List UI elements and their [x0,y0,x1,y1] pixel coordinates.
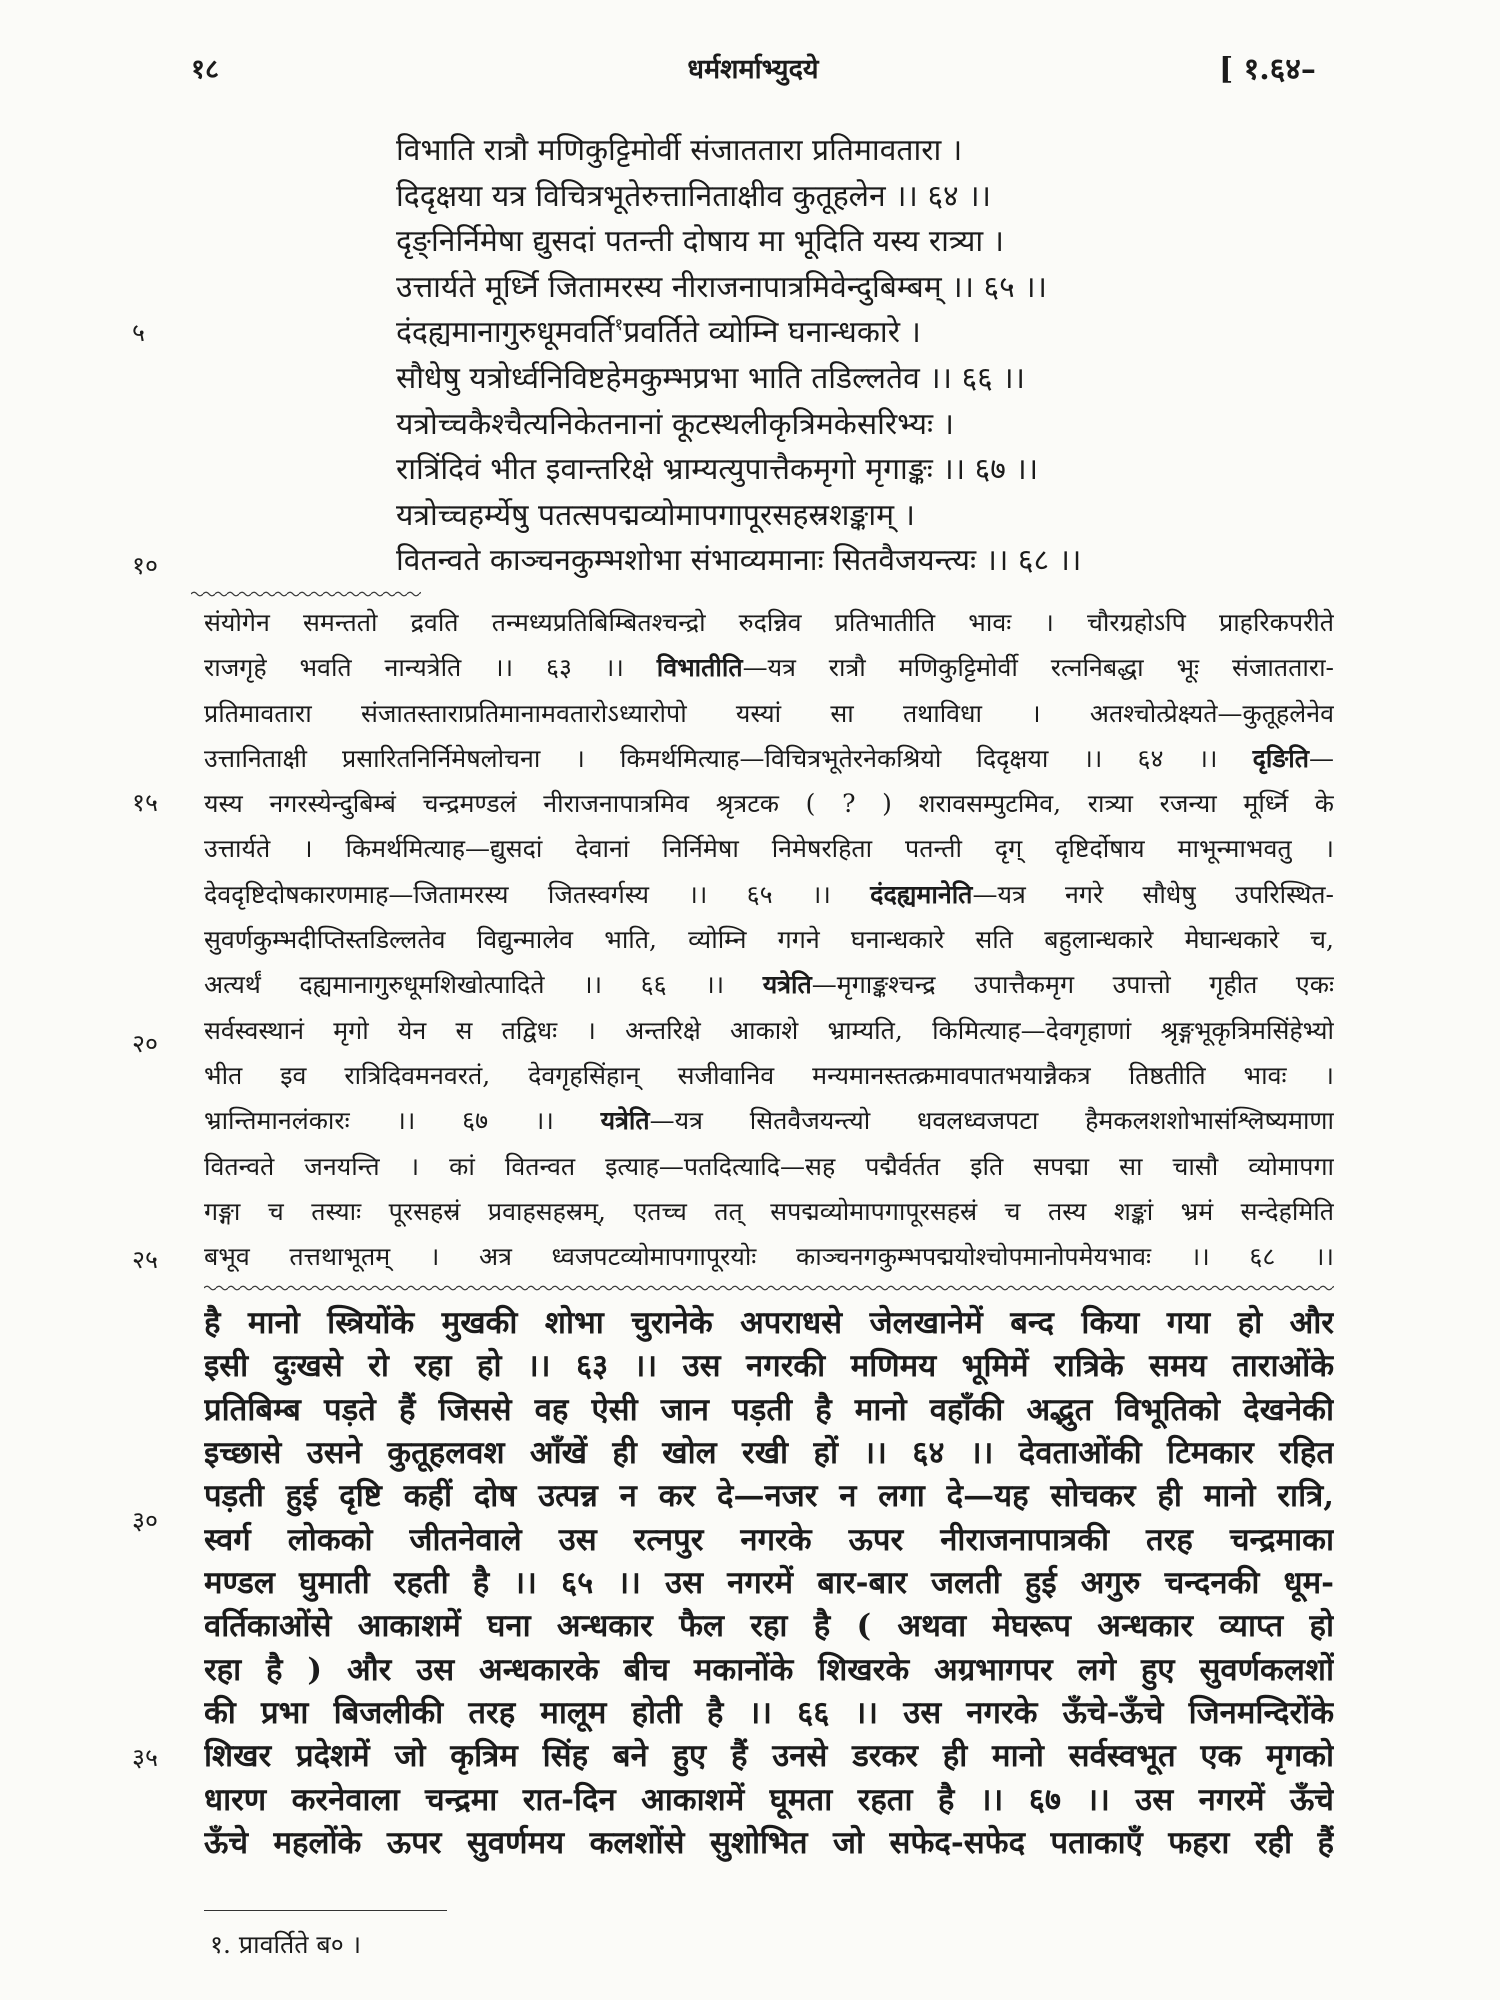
lemma-word: दृङिति [1252,743,1309,773]
commentary-line [204,781,1334,826]
lemma-word: यत्रेति [762,970,812,1000]
margin-line-number-35: ३५ [132,1743,159,1772]
footnote: १. प्रावर्तिते ब० । [210,1930,362,1959]
commentary-line [204,962,1334,1007]
verse-line: सौधेषु यत्रोर्ध्वनिविष्टहेमकुम्भप्रभा भाति तडिल्लतेव ।। ६६ ।। [396,360,1026,396]
translation-line: वर्तिकाओंसे आकाशमें घना अन्धकार फैल रहा है ( अथवा मेघरूप अन्धकार व्याप्त हो [204,1608,1334,1645]
commentary-text: संयोगेन समन्ततो द्रवति तन्मध्यप्रतिबिम्बितश्चन्द्रो रुदन्निव प्रतिभातीति भावः । चौरग्रहोऽपि प्राहरिकपरीते [204,608,1334,637]
commentary-line [204,736,1334,781]
commentary-text: अत्यर्थं दह्यमानागुरुधूमशिखोत्पादिते ।। ६६ ।। [204,970,763,1000]
commentary-line [204,1234,1334,1279]
commentary-text: राजगृहे भवति नान्यत्रेति ।। ६३ ।। [204,653,657,683]
wave-fill [204,1283,1334,1293]
verse-text: दंदह्यमानागुरुधूमवर्ति [396,315,615,351]
commentary-text: देवदृष्टिदोषकारणमाह—जितामरस्य जितस्वर्गस्य ।। ६५ ।। [204,879,871,909]
commentary-line [204,826,1334,871]
translation-line: धारण करनेवाला चन्द्रमा रात-दिन आकाशमें घूमता रहता है ।। ६७ ।। उस नगरमें ऊँचे [204,1781,1334,1818]
wave-fill [191,589,421,599]
commentary-block [204,600,1334,1279]
commentary-line [204,645,1334,690]
commentary-line [204,1098,1334,1143]
commentary-text: उत्तार्यते । किमर्थमित्याह—द्युसदां देवानां निर्निमेषा निमेषरहिता पतन्ती दृग् दृष्टिर्दोषाय माभून्माभवतु । [204,834,1334,864]
translation-line: ऊँचे महलोंके ऊपर सुवर्णमय कलशोंसे सुशोभित जो सफेद-सफेद पताकाएँ फहरा रही हैं [204,1824,1334,1861]
commentary-text: वितन्वते जनयन्ति । कां वितन्वत इत्याह—पतदित्यादि—सह पद्मैर्वर्तत इति सपद्मा सा चासौ व्योमापगा [204,1151,1334,1181]
verse-line: विभाति रात्रौ मणिकुट्टिमोर्वी संजाततारा प्रतिमावतारा । [396,133,963,168]
verse-line: यत्रोच्चकैश्चैत्यनिकेतनानां कूटस्थलीकृत्रिमकेसरिभ्यः । [396,406,954,442]
commentary-text: भीत इव रात्रिदिवमनवरतं, देवगृहसिंहान् सजीवानिव मन्यमानस्तत्क्रमावपातभयान्नैकत्र तिष्ठतीति भावः । [204,1060,1334,1090]
margin-line-number-30: ३० [132,1506,159,1535]
commentary-text: प्रतिमावतारा संजातस्ताराप्रतिमानामवतारोऽध्यारोपो यस्यां सा तथाविधा । अतश्चोत्प्रेक्ष्यते—कुतूहलेनेव [204,698,1334,728]
commentary-text: —यत्र सितवैजयन्त्यो धवलध्वजपटा हैमकलशशोभासंश्लिष्यमाणा [649,1106,1334,1136]
commentary-text: बभूव तत्तथाभूतम् । अत्र ध्वजपटव्योमापगापूरयोः काञ्चनगकुम्भपद्मयोश्चोपमानोपमेयभावः ।। ६८ ।। [204,1242,1334,1272]
commentary-line [204,600,1334,645]
verse-line: उत्तार्यते मूर्ध्नि जितामरस्य नीराजनापात्रमिवेन्दुबिम्बम् ।। ६५ ।। [396,269,1047,305]
lemma-word: यत्रेति [600,1106,650,1136]
commentary-line [204,691,1334,736]
margin-line-number-15: १५ [132,788,159,817]
margin-line-number-10: १० [132,551,159,580]
commentary-line [204,872,1334,917]
translation-line: की प्रभा बिजलीकी तरह मालूम होती है ।। ६६ ।। उस नगरके ऊँचे-ऊँचे जिनमन्दिरोंके [204,1694,1334,1731]
margin-line-number-25: २५ [132,1245,159,1274]
translation-line: रहा है ) और उस अन्धकारके बीच मकानोंके शिखरके अग्रभागपर लगे हुए सुवर्णकलशों [204,1651,1334,1688]
wavy-rule-verses [191,589,421,599]
translation-line: इसी दुःखसे रो रहा हो ।। ६३ ।। उस नगरकी मणिमय भूमिमें रात्रिके समय ताराओंके [204,1348,1334,1385]
commentary-text: सर्वस्वस्थानं मृगो येन स तद्विधः । अन्तरिक्षे आकाशे भ्राम्यति, किमित्याह—देवगृहाणां श्रृङ्गभूकृत्रिमसिंहेभ्यो [204,1015,1334,1045]
running-title: धर्मशर्माभ्युदये [687,54,819,85]
commentary-text: सुवर्णकुम्भदीप्तिस्तडिल्लतेव विद्युन्मालेव भाति, व्योम्नि गगने घनान्धकारे सति बहुलान्धकारे मेघान्धकारे च, [204,925,1334,955]
translation-line: इच्छासे उसने कुतूहलवश आँखें ही खोल रखी हों ।। ६४ ।। देवताओंकी टिमकार रहित [204,1434,1334,1471]
margin-line-number-5: ५ [132,318,146,347]
verse-line: दृङ्निर्निमेषा द्युसदां पतन्ती दोषाय मा भूदिति यस्य रात्र्या । [396,224,1005,260]
commentary-text: —मृगाङ्कश्चन्द्र उपात्तैकमृग उपात्तो गृहीत एकः [811,970,1334,1000]
verse-text: प्रवर्तिते व्योम्नि घनान्धकारे । [623,315,921,351]
commentary-text: — [1309,743,1334,773]
commentary-text: —यत्र रात्रौ मणिकुट्टिमोर्वी रत्ननिबद्धा भूः संजाततारा- [742,653,1334,683]
commentary-text: भ्रान्तिमानलंकारः ।। ६७ ।। [204,1106,601,1136]
commentary-line [204,1008,1334,1053]
commentary-line [204,1144,1334,1189]
commentary-text: उत्तानिताक्षी प्रसारितनिर्निमेषलोचना । किमर्थमित्याह—विचित्रभूतेरनेकश्रियो दिदृक्षया ।। ६४ ।। [204,743,1253,773]
lemma-word: दंदह्यमानेति [870,879,973,909]
verse-block [396,128,1396,584]
translation-line: स्वर्ग लोकको जीतनेवाले उस रत्नपुर नगरके ऊपर नीराजनापात्रकी तरह चन्द्रमाका [204,1521,1334,1558]
lemma-word: विभातीति [656,653,743,683]
commentary-line [204,917,1334,962]
commentary-line [204,1189,1334,1234]
commentary-text: यस्य नगरस्येन्दुबिम्बं चन्द्रमण्डलं नीराजनापात्रमिव श्रृत्रटक ( ? ) शरावसम्पुटमिव, रात्र्या रजन्या मूर्ध्नि के [204,789,1334,819]
translation-line: प्रतिबिम्ब पड़ते हैं जिससे वह ऐसी जान पड़ती है मानो वहाँकी अद्भुत विभूतिको देखनेकी [204,1391,1334,1428]
translation-line: पड़ती हुई दृष्टि कहीं दोष उत्पन्न न कर दे—नजर न लगा दे—यह सोचकर ही मानो रात्रि, [204,1478,1334,1515]
verse-line [396,310,1396,356]
footnote-rule [204,1910,447,1911]
verse-line: रात्रिंदिवं भीत इवान्तरिक्षे भ्राम्यत्युपात्तैकमृगो मृगाङ्कः ।। ६७ ।। [396,452,1039,488]
wavy-rule-commentary [204,1283,1334,1293]
commentary-text: गङ्गा च तस्याः पूरसहस्रं प्रवाहसहस्रम्, एतच्च तत् सपद्मव्योमापगापूरसहस्रं च तस्य शङ्कां भ्रमं सन्देहमिति [204,1196,1334,1226]
footnote-marker: १ [614,315,624,336]
commentary-line [204,1053,1334,1098]
verse-line: दिदृक्षया यत्र विचित्रभूतेरुत्तानिताक्षीव कुतूहलेन ।। ६४ ।। [396,178,991,214]
translation-block [204,1302,1334,1865]
verse-line: यत्रोच्चहर्म्येषु पतत्सपद्मव्योमापगापूरसहस्रशङ्काम् । [396,497,916,533]
translation-line: शिखर प्रदेशमें जो कृत्रिम सिंह बने हुए हैं उनसे डरकर ही मानो सर्वस्वभूत एक मृगको [204,1738,1334,1775]
margin-line-number-20: २० [132,1029,159,1058]
translation-line: मण्डल घुमाती रहती है ।। ६५ ।। उस नगरमें बार-बार जलती हुई अगुरु चन्दनकी धूम- [204,1564,1334,1601]
translation-line: है मानो स्त्रियोंके मुखकी शोभा चुरानेके अपराधसे जेलखानेमें बन्द किया गया हो और [204,1305,1334,1341]
verse-range-marker: [ १.६४– [1219,52,1316,87]
commentary-text: —यत्र नगरे सौधेषु उपरिस्थित- [972,879,1334,909]
page-number: १८ [191,54,220,85]
verse-line: वितन्वते काञ्चनकुम्भशोभा संभाव्यमानाः सितवैजयन्त्यः ।। ६८ ।। [396,543,1082,579]
